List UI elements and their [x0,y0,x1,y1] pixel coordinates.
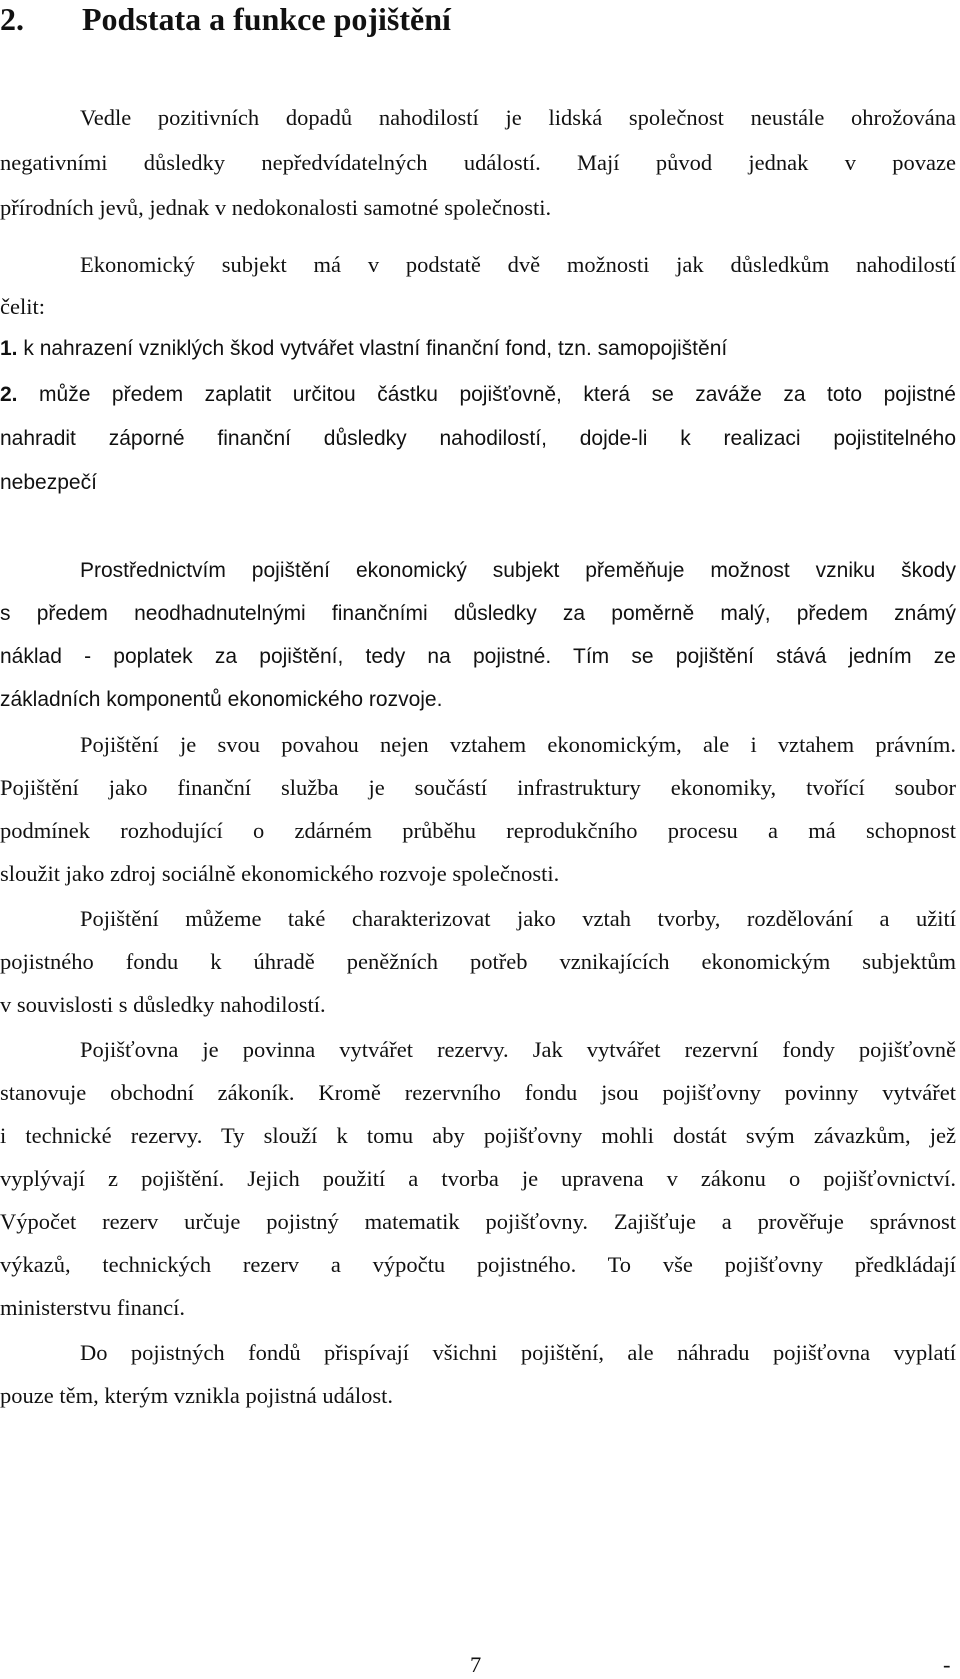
list-item [0,334,956,364]
paragraph-line: Výpočet rezerv určuje pojistný matematik pojišťovny. Zajišťuje a prověřuje správnost [0,1209,956,1234]
section-heading [0,0,451,38]
paragraph-line: ministerstvu financí. [0,1295,185,1320]
list-item-line: nahradit záporné finanční důsledky nahodilostí, dojde-li k realizaci pojistitelného [0,427,956,450]
paragraph-line: stanovuje obchodní zákoník. Kromě rezervního fondu jsou pojišťovny povinny vytvářet [0,1080,956,1105]
paragraph-line: podmínek rozhodující o zdárném průběhu reprodukčního procesu a má schopnost [0,818,956,843]
section-number: 2. [0,1,24,37]
paragraph-line: pouze těm, kterým vznikla pojistná událost. [0,1383,394,1408]
paragraph-line: Prostřednictvím pojištění ekonomický subjekt přeměňuje možnost vzniku škody [80,559,956,582]
paragraph-line: sloužit jako zdroj sociálně ekonomického rozvoje společnosti. [0,861,560,886]
paragraph-line: vyplývají z pojištění. Jejich použití a tvorba je upravena v zákonu o pojišťovnictví. [0,1166,956,1191]
paragraph-line: přírodních jevů, jednak v nedokonalosti samotné společnosti. [0,195,552,220]
paragraph-line: i technické rezervy. Ty slouží k tomu aby pojišťovny mohli dostát svým závazkům, jež [0,1123,956,1148]
paragraph-line: Vedle pozitivních dopadů nahodilostí je lidská společnost neustále ohrožována [80,105,956,130]
paragraph-line: Pojištění jako finanční služba je součástí infrastruktury ekonomiky, tvořící soubor [0,775,956,800]
paragraph-line: výkazů, technických rezerv a výpočtu pojistného. To vše pojišťovny předkládají [0,1252,956,1277]
paragraph-line: negativními důsledky nepředvídatelných událostí. Mají původ jednak v povaze [0,150,956,175]
list-item [0,380,956,410]
paragraph-line: Ekonomický subjekt má v podstatě dvě možnosti jak důsledkům nahodilostí [80,252,956,277]
section-title: Podstata a funkce pojištění [82,1,451,37]
paragraph-line: s předem neodhadnutelnými finančními důsledky za poměrně malý, předem známý [0,602,956,625]
paragraph-line: Pojištění je svou povahou nejen vztahem ekonomickým, ale i vztahem právním. [80,732,956,757]
list-item-line: nebezpečí [0,471,97,494]
list-item-number: 2. [0,383,18,406]
list-item-number: 1. [0,337,18,360]
page-number: 7 [470,1652,482,1677]
footer-dash: - [943,1652,951,1677]
list-item-text: může předem zaplatit určitou částku pojišťovně, která se zaváže za toto pojistné [39,383,956,406]
list-item-text: k nahrazení vzniklých škod vytvářet vlastní finanční fond, tzn. samopojištění [23,337,728,360]
paragraph-line: v souvislosti s důsledky nahodilostí. [0,992,326,1017]
paragraph-line: Pojišťovna je povinna vytvářet rezervy. Jak vytvářet rezervní fondy pojišťovně [80,1037,956,1062]
paragraph-line: náklad - poplatek za pojištění, tedy na pojistné. Tím se pojištění stává jedním ze [0,645,956,668]
paragraph-line: základních komponentů ekonomického rozvoje. [0,688,443,711]
paragraph-line: čelit: [0,294,45,319]
paragraph-line: Pojištění můžeme také charakterizovat jako vztah tvorby, rozdělování a užití [80,906,956,931]
paragraph-line: Do pojistných fondů přispívají všichni pojištění, ale náhradu pojišťovna vyplatí [80,1340,956,1365]
paragraph-line: pojistného fondu k úhradě peněžních potřeb vznikajících ekonomickým subjektům [0,949,956,974]
